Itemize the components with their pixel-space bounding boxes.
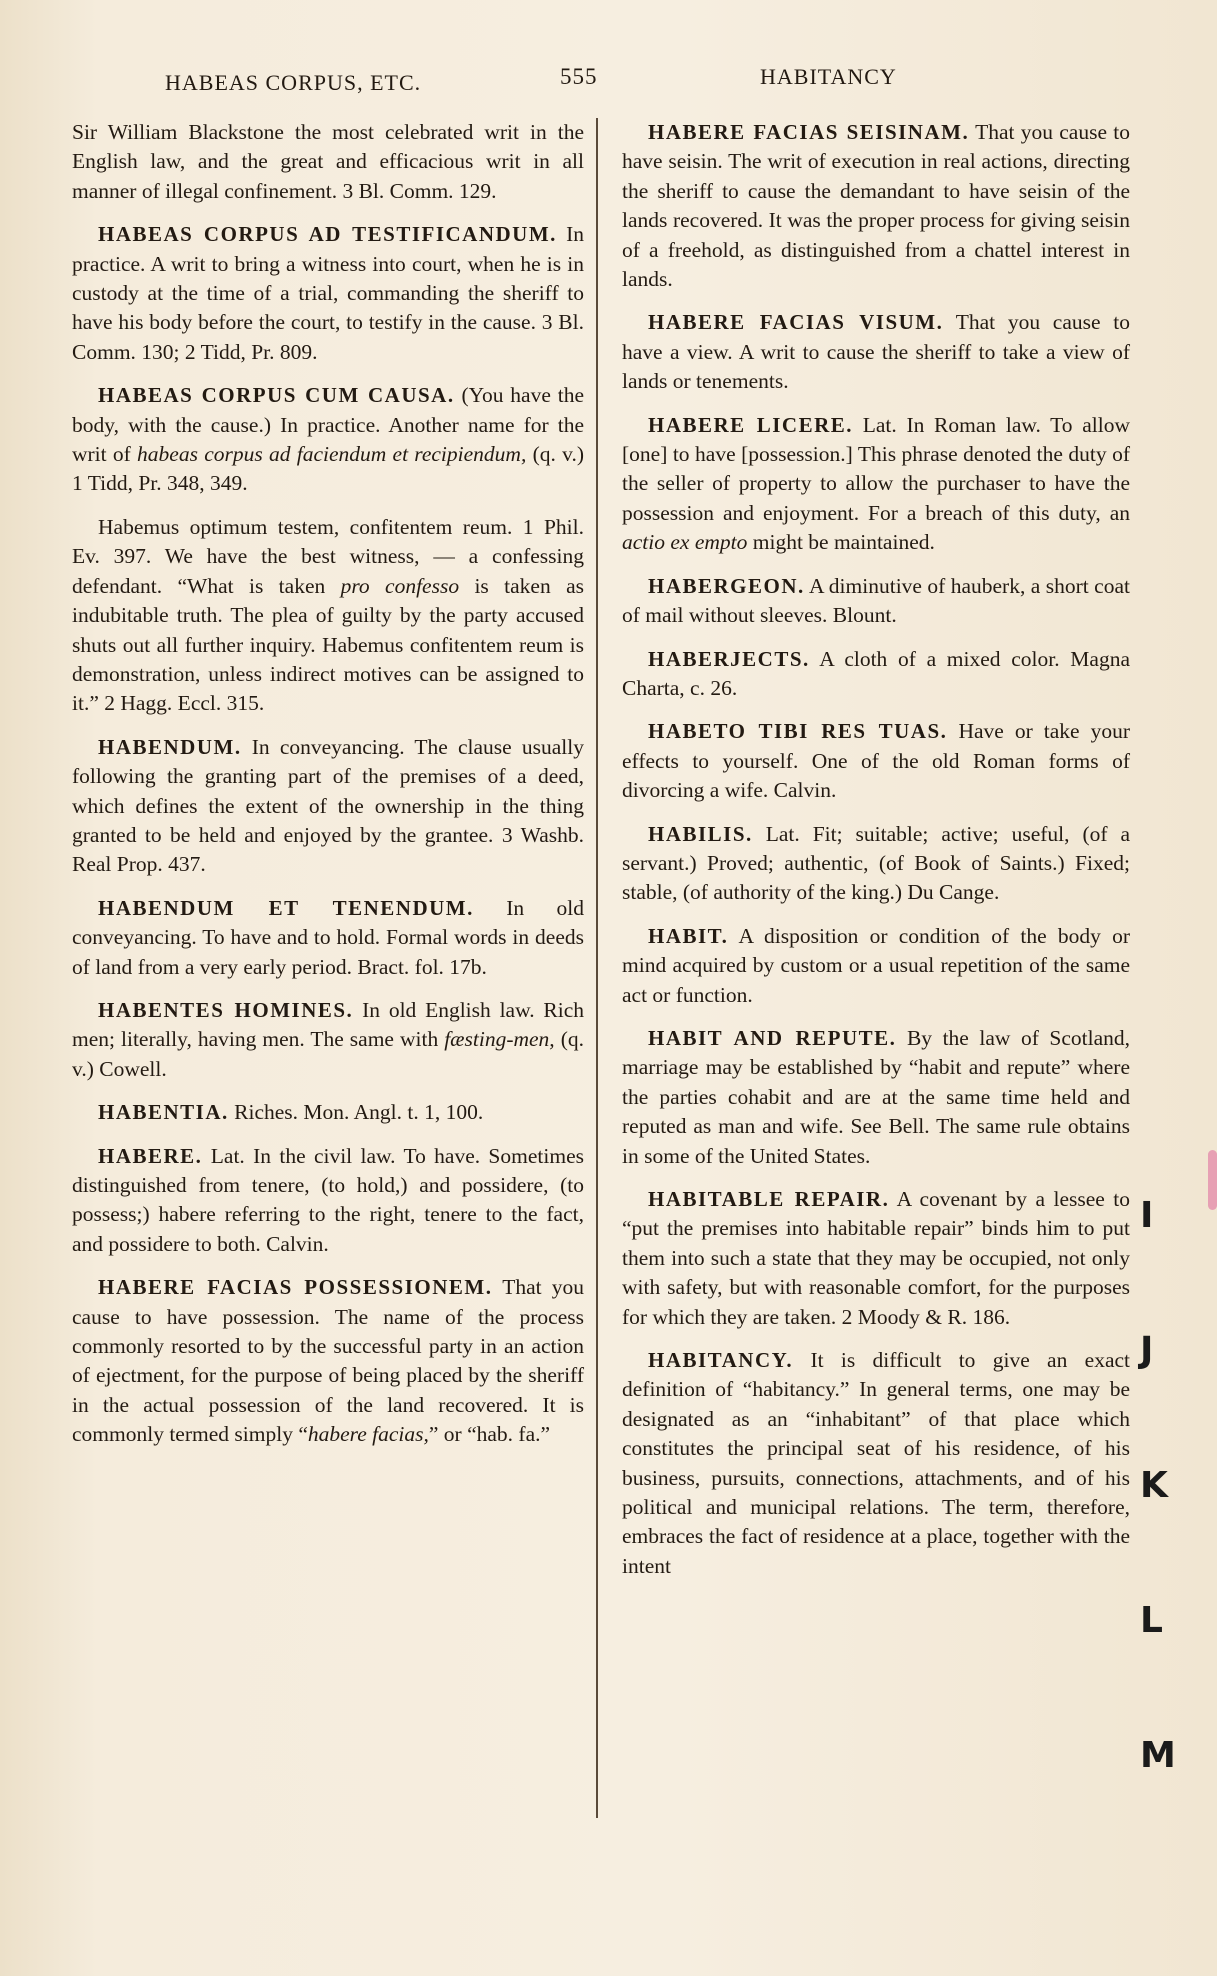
entry-text: A covenant by a lessee to “put the premises into habitable repair” binds him to put them into such a state that they may be occupied, not only with safety, but with reasonable comfort, for the purposes for which they are taken. 2 Moody & R. 186. <box>622 1187 1130 1329</box>
headword: HABIT. <box>648 923 729 948</box>
entry-text: Lat. In the civil law. To have. Sometimes distinguished from tenere, (to hold,) and possidere, (to possess;) habere referring to the right, tenere to the fact, and possidere to both. Calvin. <box>72 1143 584 1256</box>
entry <box>72 894 584 982</box>
entry <box>622 1024 1130 1171</box>
entry-italic: fæsting-men, <box>444 1027 555 1052</box>
headword: HABERE FACIAS SEISINAM. <box>648 120 970 144</box>
entry-text: A disposition or condition of the body or mind acquired by custom or a usual repetition of the same act or function. <box>622 923 1130 1007</box>
entry-italic: pro confesso <box>340 573 460 598</box>
entry-text: In old conveyancing. To have and to hold. Formal words in deeds of land from a very early period. Bract. fol. 17b. <box>72 895 585 979</box>
entry-text: In practice. A writ to bring a witness into court, when he is in custody at the time of a trial, commanding the sheriff to have his body before the court, to testify in the cause. 3 Bl. Comm. 130; 2 Tidd, Pr. 809. <box>72 222 584 364</box>
left-column <box>72 118 584 1464</box>
entry-text: That you cause to have possession. The name of the process commonly resorted to by the successful party in an action of ejectment, for the purpose of being placed by the sheriff in the actual possession of the land recovered. It is commonly termed simply “ <box>72 1275 584 1447</box>
entry-text: Lat. Fit; suitable; active; useful, (of a servant.) Proved; authentic, (of Book of Saints.) Fixed; stable, (of authority of the king.) Du Cange. <box>622 821 1131 905</box>
entry <box>72 1273 584 1449</box>
headword: HABERE LICERE. <box>648 412 854 437</box>
entry-text: might be maintained. <box>747 530 935 555</box>
entry <box>622 645 1130 704</box>
entry-text: ” or “hab. fa.” <box>428 1422 551 1447</box>
entry-text: (You have the body, with the cause.) In practice. Another name for the writ of <box>72 383 585 467</box>
headword: HABENDUM. <box>98 734 242 759</box>
entry-text: Sir William Blackstone the most celebrated writ in the English law, and the great and efficacious writ in all manner of illegal confinement. 3 Bl. Comm. 129. <box>72 120 584 203</box>
entry-text: is taken as indubitable truth. The plea of guilty by the party accused shuts out all further inquiry. Habemus confitentem reum is demonstration, unless indirect motives can be assigned to it.” 2 Hagg. Eccl. 315. <box>72 573 584 716</box>
entry <box>72 996 584 1084</box>
column-divider <box>596 118 598 1818</box>
entry-text: That you cause to have a view. A writ to cause the sheriff to take a view of lands or tenements. <box>622 310 1130 394</box>
thumb-index-m: M <box>1140 1735 1176 1776</box>
headword: HABILIS. <box>648 821 753 846</box>
headword: HABERE FACIAS POSSESSIONEM. <box>98 1275 493 1300</box>
headword: HABITANCY. <box>648 1348 794 1373</box>
entry <box>72 381 584 499</box>
entry-text: In old English law. Rich men; literally, having men. The same with <box>72 997 584 1052</box>
entry <box>622 820 1130 908</box>
entry-text: Habemus optimum testem, confitentem reum. 1 Phil. Ev. 397. We have the best witness, — a confessing defendant. “What is taken <box>72 514 584 598</box>
entry-text: (q. v.) Cowell. <box>72 1027 584 1081</box>
running-head <box>150 64 950 104</box>
headword: HABEAS CORPUS AD TESTIFICANDUM. <box>98 222 557 247</box>
page-edge-mark <box>1208 1150 1217 1210</box>
entry-text: It is difficult to give an exact definition of “habitancy.” In general terms, one may be designated as an “inhabitant” of that place which constitutes the principal seat of his residence, of his business, pursuits, connections, attachments, and of his political and municipal relations. The term, therefore, embraces the fact of residence at a place, together with the intent <box>622 1348 1130 1578</box>
entry <box>72 220 584 367</box>
entry-text: (q. v.) 1 Tidd, Pr. 348, 349. <box>72 442 584 496</box>
right-column <box>622 118 1130 1595</box>
headword: HABENTIA. <box>98 1100 229 1125</box>
entry-italic: habere facias, <box>307 1422 429 1447</box>
entry-text: A cloth of a mixed color. Magna Charta, c. 26. <box>622 646 1130 700</box>
entry <box>622 308 1130 396</box>
entry <box>72 1142 584 1260</box>
headword: HABEAS CORPUS CUM CAUSA. <box>98 383 455 408</box>
headword: HABITABLE REPAIR. <box>648 1187 890 1211</box>
header-right-term: HABITANCY <box>760 64 897 89</box>
entry <box>622 572 1130 631</box>
entry <box>622 1185 1130 1332</box>
entry <box>622 118 1130 294</box>
entry-text: By the law of Scotland, marriage may be established by “habit and repute” where the parties cohabit and are at the same time held and reputed as man and wife. See Bell. The same rule obtains in some of the United States. <box>622 1025 1131 1168</box>
entry-text: Riches. Mon. Angl. t. 1, 100. <box>234 1100 484 1125</box>
headword: HABERE. <box>98 1143 203 1168</box>
entry-text: That you cause to have seisin. The writ of execution in real actions, directing the sheriff to cause the demandant to have seisin of the lands recovered. It was the proper process for giving seisin of a freehold, as distinguished from a chattel interest in lands. <box>622 120 1130 292</box>
entry-text: Have or take your effects to yourself. One of the old Roman forms of divorcing a wife. Calvin. <box>622 719 1131 803</box>
entry <box>622 411 1130 558</box>
entry <box>72 1098 584 1127</box>
entry <box>622 717 1130 805</box>
header-left-term: HABEAS CORPUS, ETC. <box>165 70 422 95</box>
entry-text: A diminutive of hauberk, a short coat of mail without sleeves. Blount. <box>622 573 1130 628</box>
headword: HABIT AND REPUTE. <box>648 1025 897 1050</box>
entry <box>72 513 584 719</box>
thumb-index-l: L <box>1140 1600 1163 1641</box>
entry-text: Lat. In Roman law. To allow [one] to have [possession.] This phrase denoted the duty of the seller of property to allow the purchaser to have the possession and enjoyment. For a breach of this duty, an <box>622 412 1131 525</box>
thumb-index-k: K <box>1140 1465 1168 1506</box>
headword: HABERJECTS. <box>648 646 810 671</box>
page-number: 555 <box>560 64 598 89</box>
thumb-index-j: J <box>1140 1330 1154 1371</box>
thumb-index-i: I <box>1140 1195 1154 1236</box>
entry-italic: habeas corpus ad faciendum et recipiendum, <box>137 442 527 467</box>
headword: HABERE FACIAS VISUM. <box>648 310 944 335</box>
entry-text: In conveyancing. The clause usually following the granting part of the premises of a deed, which defines the extent of the ownership in the thing granted to be held and enjoyed by the grantee. 3 Washb. Real Prop. 437. <box>72 734 584 877</box>
entry <box>622 1346 1130 1581</box>
headword: HABETO TIBI RES TUAS. <box>648 719 948 744</box>
headword: HABENTES HOMINES. <box>98 997 354 1022</box>
entry <box>72 118 584 206</box>
headword: HABENDUM ET TENENDUM. <box>98 895 474 920</box>
entry-italic: actio ex empto <box>622 530 748 555</box>
entry <box>622 922 1130 1010</box>
headword: HABERGEON. <box>648 573 805 598</box>
entry <box>72 733 584 880</box>
